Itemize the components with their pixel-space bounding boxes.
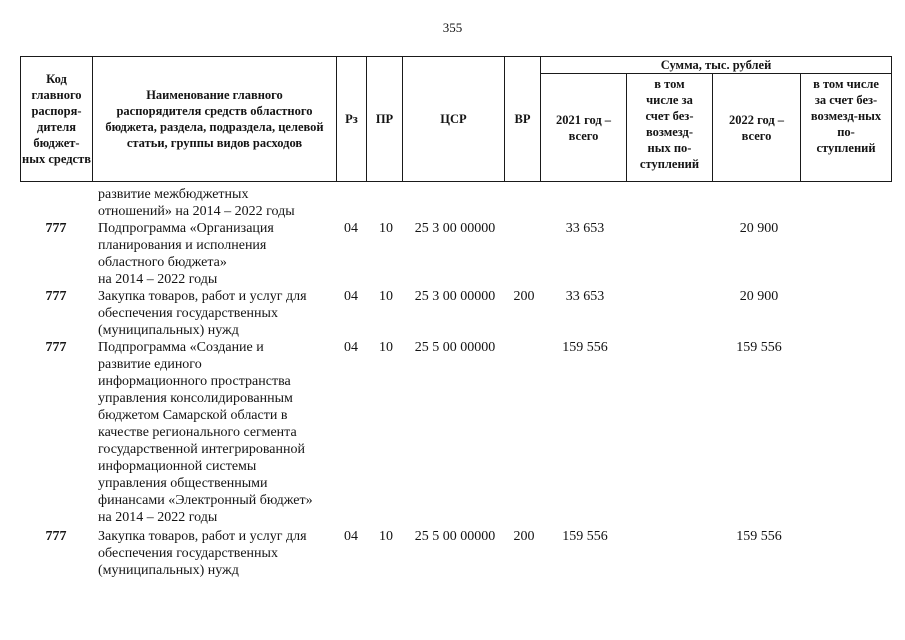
row-rz: 04 — [344, 529, 358, 544]
row-sum-2022: 159 556 — [736, 529, 782, 544]
row-name — [98, 528, 334, 579]
row-sum-2022: 20 900 — [739, 221, 779, 236]
row-sum-2021: 159 556 — [562, 529, 608, 544]
row-name — [98, 186, 334, 220]
row-name-line: областного бюджета» — [98, 255, 227, 270]
header-2021-incl: в том числе за счет без-возмезд-ных по-ступлений — [627, 74, 713, 182]
header-vr: ВР — [505, 57, 541, 182]
row-name-line: обеспечения государственных — [98, 546, 278, 561]
row-pr: 10 — [379, 340, 393, 355]
row-name-line: (муниципальных) нужд — [98, 563, 239, 578]
row-rz: 04 — [344, 221, 358, 236]
row-code: 777 — [45, 340, 67, 355]
header-rz: Рз — [337, 57, 367, 182]
row-name-line: информационного пространства — [98, 374, 291, 389]
row-sum-2021: 33 653 — [565, 289, 605, 304]
row-name-line: обеспечения государственных — [98, 306, 278, 321]
row-name-line: (муниципальных) нужд — [98, 323, 239, 338]
row-sum-2022: 20 900 — [739, 289, 779, 304]
row-name — [98, 220, 334, 288]
header-name: Наименование главного распорядителя средств областного бюджета, раздела, подраздела, целевой статьи, группы видов расходов — [93, 57, 337, 182]
header-pr: ПР — [367, 57, 403, 182]
row-name-line: информационной системы — [98, 459, 257, 474]
row-name-line: бюджетом Самарской области в — [98, 408, 288, 423]
header-sum-title: Сумма, тыс. рублей — [541, 57, 892, 74]
row-csr: 25 3 00 00000 — [414, 289, 496, 304]
row-name — [98, 339, 334, 526]
header-csr: ЦСР — [403, 57, 505, 182]
row-code: 777 — [45, 289, 67, 304]
row-sum-2022: 159 556 — [736, 340, 782, 355]
row-name-line: Подпрограмма «Создание и — [98, 340, 264, 355]
header-2021-total: 2021 год – всего — [541, 74, 627, 182]
table-header — [20, 56, 891, 182]
row-csr: 25 5 00 00000 — [414, 529, 496, 544]
page-number: 355 — [442, 20, 463, 35]
row-name-line: отношений» на 2014 – 2022 годы — [98, 204, 295, 219]
row-name-line: развитие единого — [98, 357, 202, 372]
row-sum-2021: 159 556 — [562, 340, 608, 355]
row-name-line: Закупка товаров, работ и услуг для — [98, 529, 307, 544]
row-code: 777 — [45, 221, 67, 236]
row-name — [98, 288, 334, 339]
row-code: 777 — [45, 529, 67, 544]
row-name-line: планирования и исполнения — [98, 238, 267, 253]
row-name-line: Закупка товаров, работ и услуг для — [98, 289, 307, 304]
row-name-line: финансами «Электронный бюджет» — [98, 493, 313, 508]
row-pr: 10 — [379, 529, 393, 544]
row-name-line: на 2014 – 2022 годы — [98, 272, 218, 287]
row-sum-2021: 33 653 — [565, 221, 605, 236]
row-rz: 04 — [344, 289, 358, 304]
header-table — [20, 56, 892, 182]
header-2022-incl: в том числе за счет без-возмезд-ных по-ступлений — [801, 74, 892, 182]
header-code: Код главного распоря-дителя бюджет-ных средств — [21, 57, 93, 182]
row-name-line: управления общественными — [98, 476, 268, 491]
row-name-line: Подпрограмма «Организация — [98, 221, 274, 236]
row-vr: 200 — [513, 289, 535, 304]
row-csr: 25 5 00 00000 — [414, 340, 496, 355]
row-name-line: качестве регионального сегмента — [98, 425, 297, 440]
row-rz: 04 — [344, 340, 358, 355]
row-pr: 10 — [379, 289, 393, 304]
row-csr: 25 3 00 00000 — [414, 221, 496, 236]
row-name-line: развитие межбюджетных — [98, 187, 249, 202]
row-name-line: управления консолидированным — [98, 391, 293, 406]
row-pr: 10 — [379, 221, 393, 236]
row-name-line: государственной интегрированной — [98, 442, 305, 457]
row-name-line: на 2014 – 2022 годы — [98, 510, 218, 525]
row-vr: 200 — [513, 529, 535, 544]
header-2022-total: 2022 год – всего — [713, 74, 801, 182]
